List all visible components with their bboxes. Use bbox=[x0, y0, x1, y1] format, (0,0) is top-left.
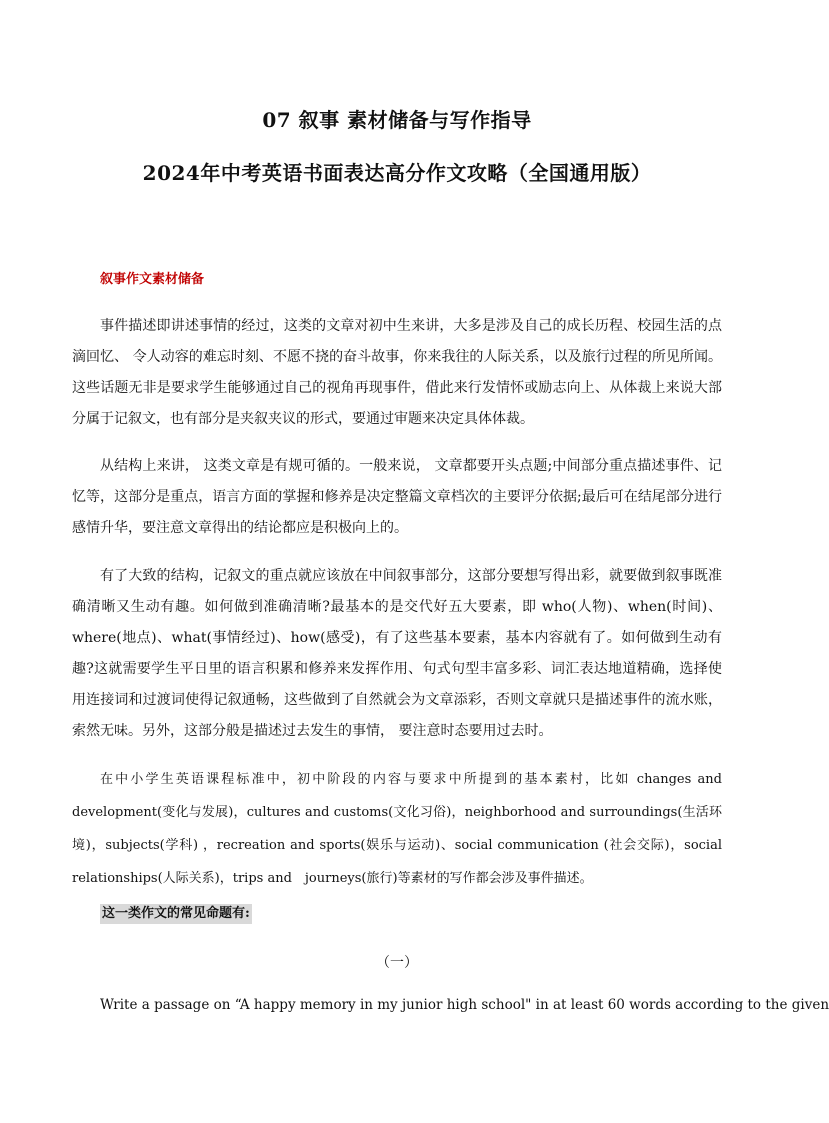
writing-prompt: Write a passage on “A happy memory in my junior high school" in at least 60 words according to the given bbox=[100, 997, 829, 1013]
paragraph-event-description: 事件描述即讲述事情的经过，这类的文章对初中生来讲，大多是涉及自己的成长历程、校园生活的点滴回忆、 令人动容的难忘时刻、不愿不挠的奋斗故事，你来我往的人际关系，以及旅行过程的所见所闻。这些话题无非是要求学生能够通过自己的视角再现事件，借此来行发情怀或励志向上、从体裁上来说大部分属于记叙文，也有部分是夹叙夹议的形式，要通过审题来决定具体体裁。 bbox=[72, 318, 722, 427]
document-title: 07 叙事 素材储备与写作指导 bbox=[262, 108, 532, 132]
common-topics-heading: 这一类作文的常见命题有: bbox=[100, 904, 252, 924]
paragraph-narrative-focus: 有了大致的结构，记叙文的重点就应该放在中间叙事部分，这部分要想写得出彩，就要做到叙事既准确清晰又生动有趣。如何做到准确清晰?最基本的是交代好五大要素，即 who(人物)、when(时间)、where(地点)、what(事情经过)、how(感受)，有了这些基本要素，基本内容就有了。如何做到生动有趣?这就需要学生平日里的语言积累和修养来发挥作用、句式句型丰富多彩、词汇表达地道精确，选择使用连接词和过渡词使得记叙通畅，这些做到了自然就会为文章添彩，否则文章就只是描述事件的流水账，索然无味。另外，这部分般是描述过去发生的事情， 要注意时态要用过去时。 bbox=[72, 568, 722, 739]
topic-number: （一） bbox=[376, 955, 418, 971]
document-subtitle: 2024年中考英语书面表达高分作文攻略（全国通用版） bbox=[142, 161, 652, 185]
section-heading: 叙事作文素材储备 bbox=[100, 272, 205, 287]
paragraph-curriculum-topics: 在中小学生英语课程标准中，初中阶段的内容与要求中所提到的基本素村，比如 changes and development(变化与发展)，cultures and customs(文化习俗)，neighborhood and surroundings(生活环境)，subjects(学科) ，recreation and sports(娱乐与运动)、social communication (社会交际)，social relationships(人际关系)，trips and journeys(旅行)等素材的写作都会涉及事件描述。 bbox=[72, 772, 722, 886]
paragraph-structure: 从结构上来讲， 这类文章是有规可循的。一般来说， 文章都要开头点题;中间部分重点描述事件、记忆等，这部分是重点，语言方面的掌握和修养是决定整篇文章档次的主要评分依据;最后可在结尾部分进行感情升华，要注意文章得出的结论都应是积极向上的。 bbox=[72, 458, 722, 536]
